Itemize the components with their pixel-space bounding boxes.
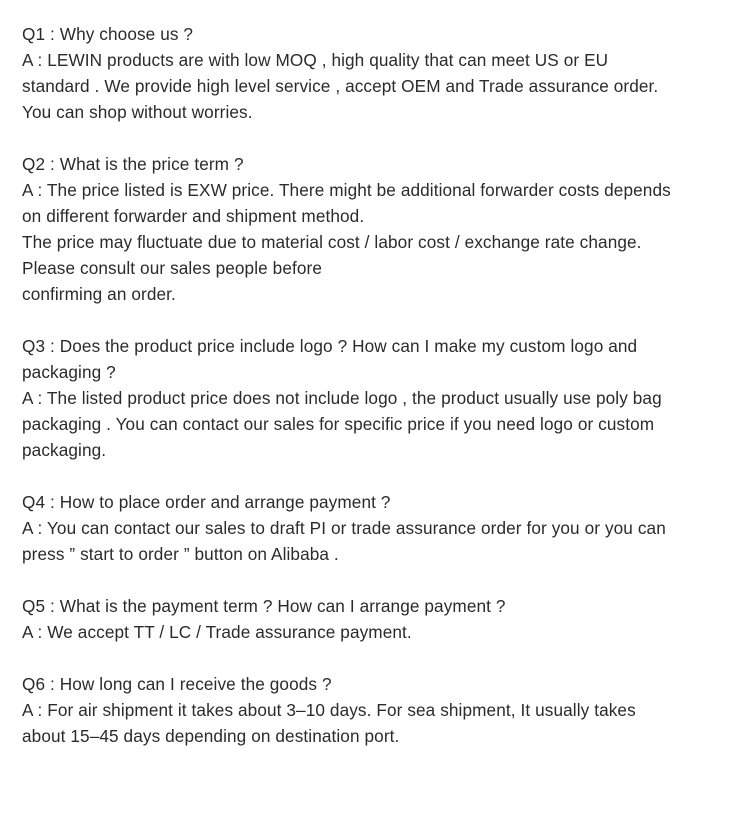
faq-item-q3	[22, 333, 728, 463]
faq-question-continued: packaging ?	[22, 362, 116, 382]
faq-question: Q6 : How long can I receive the goods ?	[22, 674, 332, 694]
faq-question: Q2 : What is the price term ?	[22, 154, 244, 174]
faq-list	[22, 21, 728, 775]
faq-answer-line: packaging.	[22, 440, 107, 460]
faq-answer-line: You can shop without worries.	[22, 102, 253, 122]
faq-item-q4	[22, 489, 728, 567]
faq-answer-line: A : LEWIN products are with low MOQ , high quality that can meet US or EU	[22, 50, 609, 70]
faq-answer-line: press ” start to order ” button on Alibaba .	[22, 544, 339, 564]
faq-answer-line: The price may fluctuate due to material cost / labor cost / exchange rate change.	[22, 232, 642, 252]
faq-answer-line: about 15–45 days depending on destination port.	[22, 726, 400, 746]
faq-answer-line: Please consult our sales people before	[22, 258, 322, 278]
faq-item-q5	[22, 593, 728, 645]
faq-answer-line: A : You can contact our sales to draft PI or trade assurance order for you or you can	[22, 518, 666, 538]
faq-answer-line: A : For air shipment it takes about 3–10 days. For sea shipment, It usually takes	[22, 700, 636, 720]
faq-question: Q4 : How to place order and arrange payment ?	[22, 492, 391, 512]
faq-question: Q3 : Does the product price include logo ? How can I make my custom logo and	[22, 336, 638, 356]
faq-question: Q5 : What is the payment term ? How can I arrange payment ?	[22, 596, 506, 616]
faq-item-q1	[22, 21, 728, 125]
faq-answer-line: A : The price listed is EXW price. There might be additional forwarder costs depends	[22, 180, 671, 200]
faq-question: Q1 : Why choose us ?	[22, 24, 194, 44]
faq-answer-line: on different forwarder and shipment method.	[22, 206, 365, 226]
faq-answer-line: A : We accept TT / LC / Trade assurance payment.	[22, 622, 412, 642]
faq-answer-line: confirming an order.	[22, 284, 176, 304]
faq-answer-line: packaging . You can contact our sales for specific price if you need logo or custom	[22, 414, 655, 434]
faq-answer-line: A : The listed product price does not include logo , the product usually use poly bag	[22, 388, 662, 408]
faq-item-q2	[22, 151, 728, 307]
faq-answer-line: standard . We provide high level service , accept OEM and Trade assurance order.	[22, 76, 659, 96]
faq-item-q6	[22, 671, 728, 749]
